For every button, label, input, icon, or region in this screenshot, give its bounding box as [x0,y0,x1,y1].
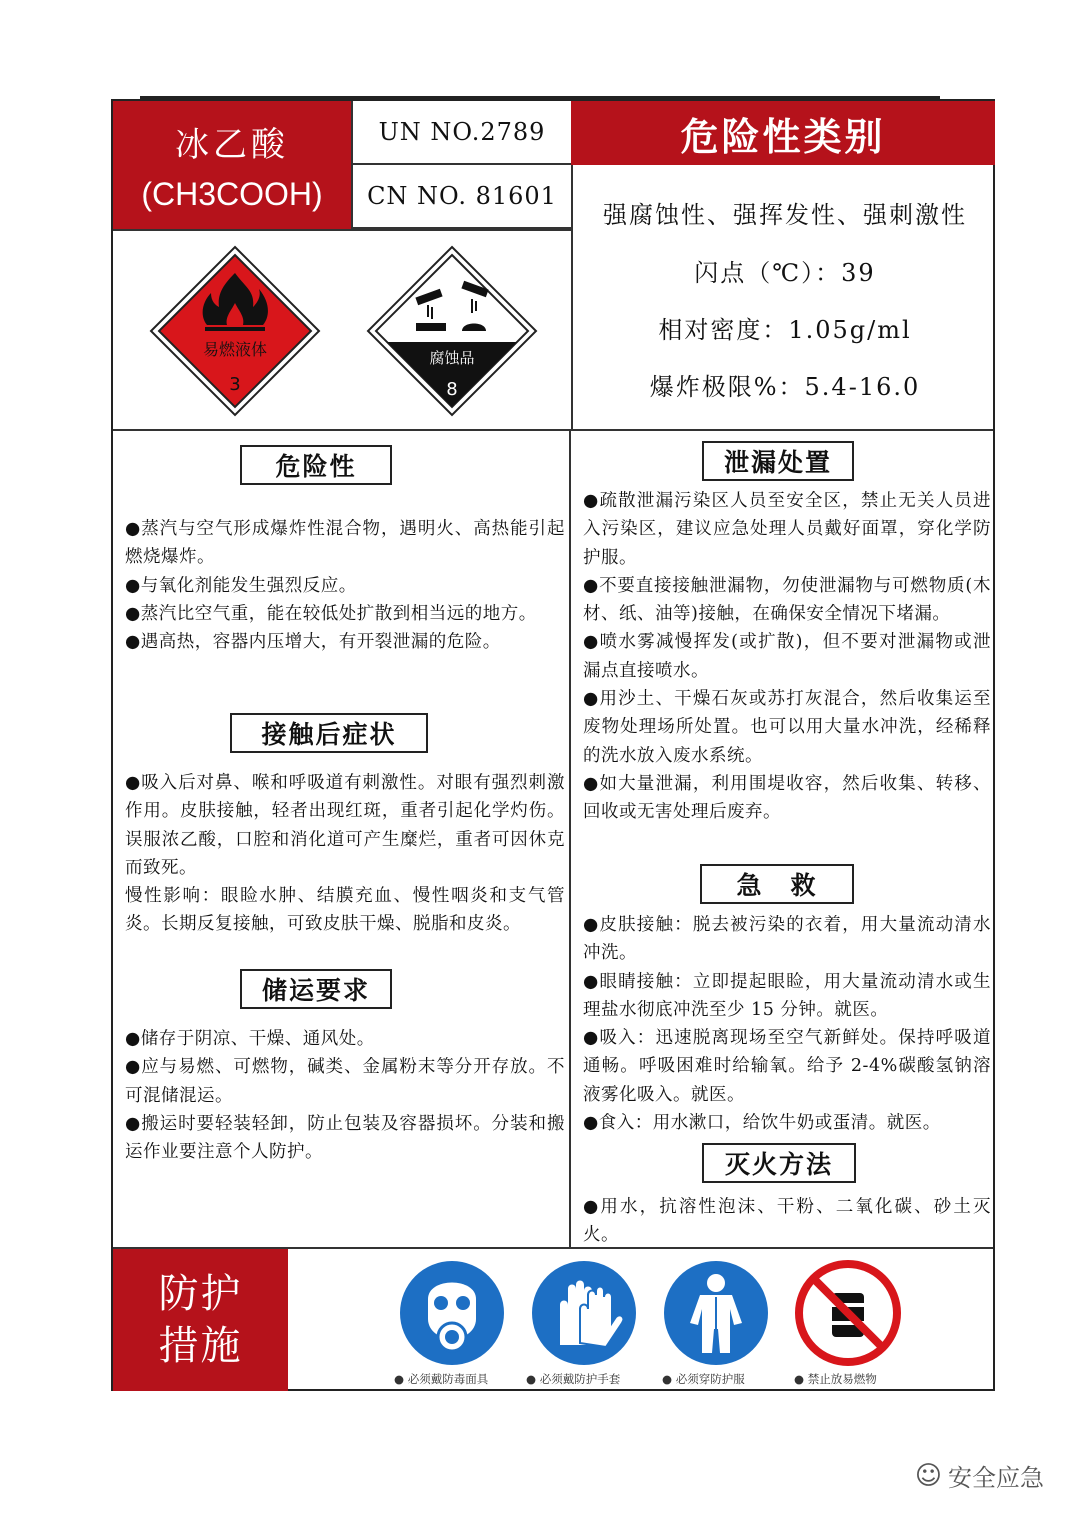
hazard-item: ●与氧化剂能发生强烈反应。 [125,575,357,596]
no-flammables-icon [794,1259,902,1367]
gas-mask-icon [398,1259,506,1367]
corrosive-pictogram [366,245,538,417]
protective-suit-icon [662,1259,770,1367]
chemical-name: 冰乙酸 [175,125,289,165]
ppe-caption: ● 必须戴防护手套 [526,1372,621,1386]
hazard-item: ●蒸汽比空气重，能在较低处扩散到相当远的地方。 [125,603,537,624]
firstaid-item: ●吸入：迅速脱离现场至空气新鲜处。保持呼吸道通畅。呼吸困难时给输氧。给予 2-4%碳酸氢钠溶液雾化吸入。就医。 [583,1028,991,1105]
ppe-caption: ● 禁止放易燃物 [794,1372,877,1386]
chemical-name-box [113,101,351,229]
chemical-formula: (CH3COOH) [141,176,323,212]
corrosive-label: 腐蚀品 [429,349,475,367]
ppe-caption: ● 必须戴防毒面具 [394,1372,489,1386]
leak-item: ●喷水雾减慢挥发(或扩散)，但不要对泄漏物或泄漏点直接喷水。 [583,632,991,681]
chemical-safety-card [111,99,995,1391]
storage-text [125,1025,565,1166]
leak-item: ●疏散泄漏污染区人员至安全区，禁止无关人员进入污染区，建议应急处理人员戴好面罩，穿化学防护服。 [583,491,991,568]
un-number: UN NO.2789 [351,101,571,165]
symptoms-text [125,769,565,939]
flammable-liquid-pictogram [149,245,321,417]
protection-label-line2: 措施 [158,1323,243,1369]
section-title-fire: 灭火方法 [702,1143,856,1183]
protection-label-line1: 防护 [158,1271,243,1317]
ppe-caption: ● 必须穿防护服 [662,1372,745,1386]
properties-box [571,165,995,429]
hazard-text [125,515,565,656]
firstaid-item: ●眼睛接触：立即提起眼睑，用大量流动清水或生理盐水彻底冲洗至少 15 分钟。就医。 [583,971,991,1020]
hazard-category-desc: 强腐蚀性、强挥发性、强刺激性 [603,201,967,229]
flammable-class: 3 [229,374,241,395]
storage-item: ●应与易燃、可燃物，碱类、金属粉末等分开存放。不可混储混运。 [125,1057,565,1106]
relative-density: 相对密度：1.05g/ml [658,316,912,344]
firstaid-text [583,911,991,1137]
leak-item: ●不要直接接触泄漏物，勿使泄漏物与可燃物质(木材、纸、油等)接触，在确保安全情况下堵漏。 [583,575,991,625]
flammable-label: 易燃液体 [202,340,268,359]
watermark [915,1458,1044,1493]
protection-label [113,1249,288,1391]
flash-point: 闪点（℃）：39 [694,259,876,287]
storage-item: ●搬运时要轻装轻卸，防止包装及容器损坏。分装和搬运作业要注意个人防护。 [125,1113,565,1163]
header-divider [113,429,993,431]
gloves-icon [530,1259,638,1367]
symptoms-item: ●吸入后对鼻、喉和呼吸道有刺激性。对眼有强烈刺激作用。皮肤接触，轻者出现红斑，重者引起化学灼伤。误服浓乙酸，口腔和消化道可产生糜烂，重者可因休克而致死。 [125,773,565,878]
section-title-symptoms: 接触后症状 [230,713,428,753]
hazard-item: ●蒸汽与空气形成爆炸性混合物，遇明火、高热能引起燃烧爆炸。 [125,519,565,568]
leak-item: ●如大量泄漏，利用围堤收容，然后收集、转移、回收或无害处理后废弃。 [583,773,991,823]
wechat-icon: ☺ [914,1460,942,1491]
section-title-hazard: 危险性 [240,445,392,485]
firstaid-item: ●皮肤接触：脱去被污染的衣着，用大量流动清水冲洗。 [583,915,991,964]
hazard-pictograms [113,229,571,429]
column-divider [569,429,571,1249]
cn-number: CN NO. 81601 [351,165,571,229]
symptoms-item: 慢性影响：眼睑水肿、结膜充血、慢性咽炎和支气管炎。长期反复接触，可致皮肤干燥、脱脂和皮炎。 [125,886,565,935]
leak-item: ●用沙土、干燥石灰或苏打灰混合，然后收集运至废物处理场所处置。也可以用大量水冲洗，经稀释的洗水放入废水系统。 [583,689,991,766]
fire-item: ●用水，抗溶性泡沫、干粉、二氧化碳、砂土灭火。 [583,1197,991,1246]
section-title-leak: 泄漏处置 [702,441,854,481]
corrosive-class: 8 [446,379,458,400]
hazard-category-title: 危险性类别 [571,101,995,165]
fire-text [583,1193,991,1250]
hazard-item: ●遇高热，容器内压增大，有开裂泄漏的危险。 [125,632,501,653]
leak-text [583,487,991,827]
protection-icons [288,1249,995,1391]
section-title-storage: 储运要求 [240,969,392,1009]
watermark-text: 安全应急 [948,1464,1044,1492]
storage-item: ●储存于阴凉、干燥、通风处。 [125,1029,375,1049]
firstaid-item: ●食入：用水漱口，给饮牛奶或蛋清。就医。 [583,1113,941,1134]
explosion-limit: 爆炸极限%：5.4-16.0 [649,373,921,401]
section-title-firstaid: 急 救 [700,864,854,904]
